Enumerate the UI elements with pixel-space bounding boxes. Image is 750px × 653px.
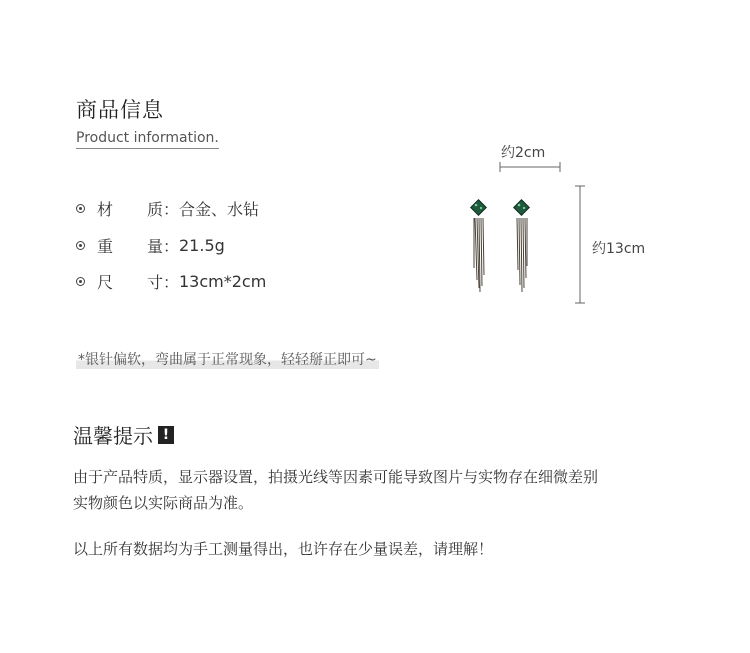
tips-paragraph-2: 以上所有数据均为手工测量得出，也许存在少量误差，请理解！ <box>73 540 494 558</box>
tips-title-text: 温馨提示 <box>73 424 153 448</box>
section-title-en: Product information. <box>76 130 219 149</box>
section-title-cn: 商品信息 <box>76 98 164 122</box>
spec-row-size <box>76 269 266 293</box>
spec-row-weight <box>76 233 225 257</box>
width-label: 约2cm <box>501 145 546 161</box>
spec-label: 尺 寸： <box>97 272 179 292</box>
earring-left <box>471 200 487 292</box>
spec-label: 材 质： <box>97 199 179 219</box>
circle-dot-icon <box>76 277 85 286</box>
spec-value: 21.5g <box>179 235 225 255</box>
circle-dot-icon <box>76 204 85 213</box>
spec-value: 合金、水钻 <box>179 199 260 219</box>
tips-paragraph-1-line-2: 实物颜色以实际商品为准。 <box>73 494 254 512</box>
height-label: 约13cm <box>592 241 646 257</box>
height-dimension-line <box>575 186 585 303</box>
spec-label: 重 量： <box>97 236 179 256</box>
earring-illustration <box>455 140 665 310</box>
earring-right <box>514 200 530 292</box>
tips-paragraph-1-line-1: 由于产品特质，显示器设置，拍摄光线等因素可能导致图片与实物存在细微差别 <box>73 468 599 486</box>
tips-title <box>73 420 174 449</box>
circle-dot-icon <box>76 241 85 250</box>
spec-row-material <box>76 196 259 220</box>
care-note: *银针偏软，弯曲属于正常现象，轻轻掰正即可~ <box>76 347 379 369</box>
warning-icon: ! <box>158 426 174 444</box>
spec-value: 13cm*2cm <box>179 271 267 291</box>
width-dimension-line <box>500 162 560 172</box>
tips-paragraph-1 <box>73 464 673 516</box>
